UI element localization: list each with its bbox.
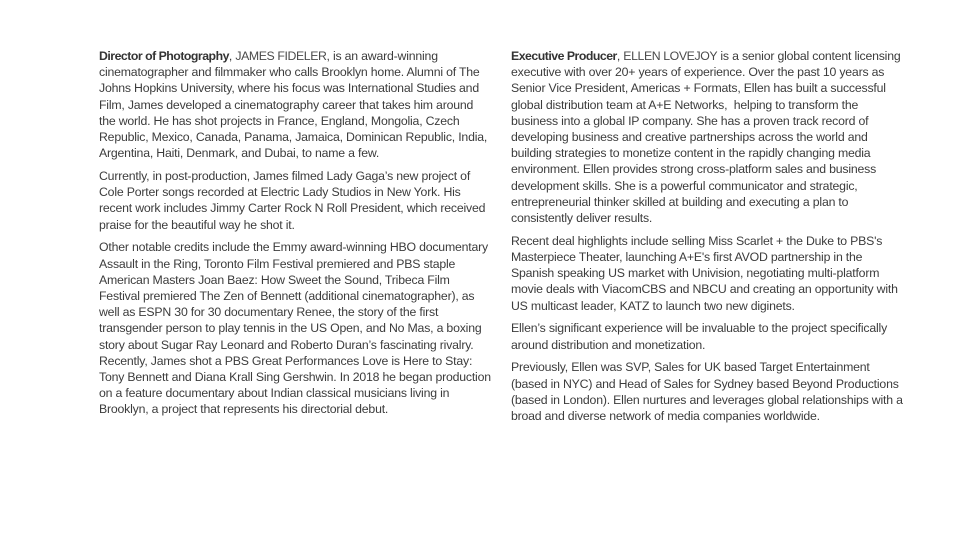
person-name: ELLEN LOVEJOY	[623, 49, 718, 63]
bio-intro-paragraph	[511, 48, 904, 226]
bio-paragraph: Currently, in post-production, James filmed Lady Gaga’s new project of Cole Porter songs recorded at Electric Lady Studios in New York. His recent work includes Jimmy Carter Rock N Roll President, which received praise for the beautiful way he shot it.	[99, 169, 489, 232]
role-title: Director of Photography	[99, 49, 229, 63]
bio-column-executive-producer	[511, 48, 904, 431]
bio-paragraph: Other notable credits include the Emmy award-winning HBO documentary Assault in the Ring, Toronto Film Festival premiered and PBS staple American Masters Joan Baez: How Sweet the Sound, Tribeca Film Festival premiered The Zen of Bennett (additional cinematographer), as well as ESPN 30 for 30 documentary Renee, the story of the first transgender person to play tennis in the US Open, and No Mas, a boxing story about Sugar Ray Leonard and Roberto Duran’s fascinating rivalry. Recently, James shot a PBS Great Performances Love is Here to Stay: Tony Bennett and Diana Krall Sing Gershwin. In 2018 he began production on a feature documentary about Indian classical musicians living in Brooklyn, a project that represents his directorial debut.	[99, 240, 495, 417]
person-name: JAMES FIDELER	[235, 49, 327, 63]
role-title: Executive Producer	[511, 49, 617, 63]
bio-intro-text: , is an award-winning cinematographer and filmmaker who calls Brooklyn home. Alumni of The Johns Hopkins University, where his focus was International Studies and Film, James developed a cinematography career that takes him around the world. He has shot projects in France, England, Mongolia, Czech Republic, Mexico, Canada, Panama, Jamaica, Dominican Republic, India, Argentina, Haiti, Denmark, and Dubai, to name a few.	[99, 49, 490, 161]
bio-paragraph: Previously, Ellen was SVP, Sales for UK based Target Entertainment (based in NYC) and Head of Sales for Sydney based Beyond Productions (based in London). Ellen nurtures and leverages global relationships with a broad and diverse network of media companies worldwide.	[511, 360, 906, 424]
bio-intro-paragraph	[99, 48, 492, 161]
bio-paragraph: Ellen’s significant experience will be invaluable to the project specifically around distribution and monetization.	[511, 321, 891, 352]
separator: ,	[228, 49, 236, 63]
bio-column-director-of-photography	[99, 48, 495, 424]
bio-intro-text: is a senior global content licensing executive with over 20+ years of experience. Over the past 10 years as Senior Vice President, Americas + Formats, Ellen has built a successful global distribution team at A+E Networks, helping to transform the business into a global IP company. She has a proven track record of developing business and creative partnerships across the world and building strategies to monetize content in the rapidly changing media environment. Ellen provides strong cross-platform sales and business development skills. She is a powerful communicator and strategic, entrepreneurial thinker skilled at building and executing a plan to consistently deliver results.	[511, 49, 904, 226]
bio-paragraph: Recent deal highlights include selling Miss Scarlet + the Duke to PBS's Masterpiece Theater, launching A+E's first AVOD partnership in the Spanish speaking US market with Univision, negotiating multi-platform movie deals with ViacomCBS and NBCU and creating an opportunity with US multicast leader, KATZ to launch two new diginets.	[511, 233, 901, 313]
separator: ,	[616, 49, 624, 63]
